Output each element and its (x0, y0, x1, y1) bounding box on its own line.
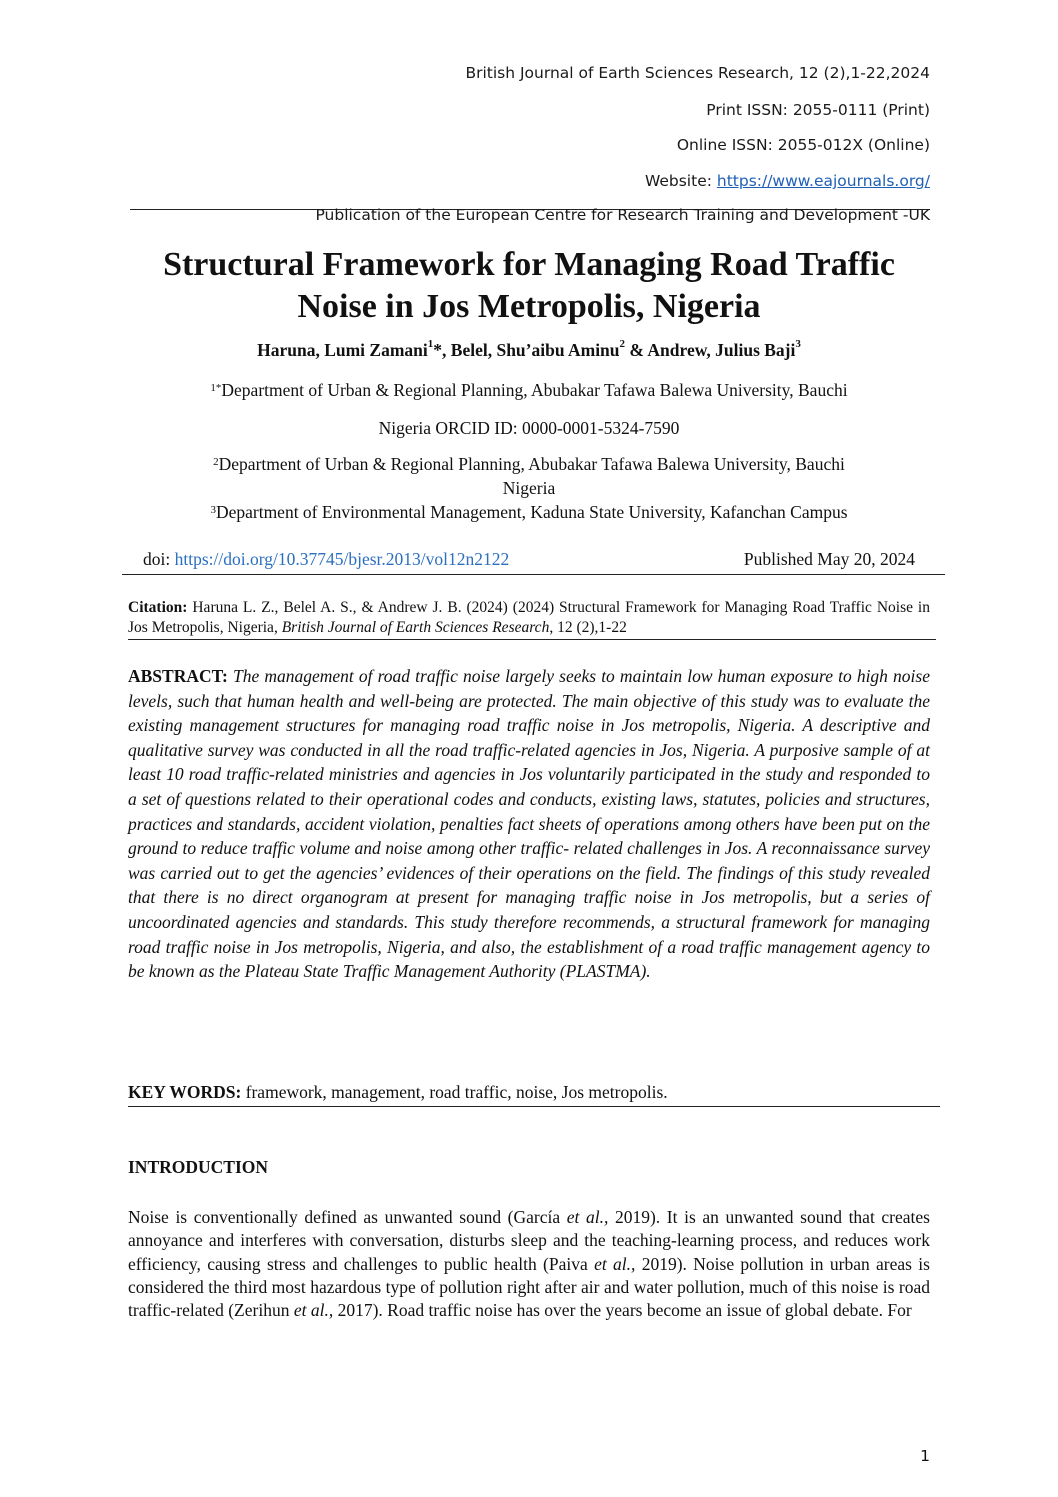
doi-divider (122, 574, 945, 575)
abstract (128, 664, 930, 984)
citation-divider (128, 639, 936, 640)
citation-text: Haruna L. Z., Belel A. S., & Andrew J. B. (2024) (2024) Structural Framework for Managing Road Traffic Noise in Jos Metropolis, Nigeria, (128, 599, 930, 636)
citation-end: , 12 (2),1-22 (549, 619, 627, 636)
doi-label: doi: (143, 549, 175, 569)
intro-etal-3: et al., (293, 1300, 334, 1321)
intro-etal-2: et al., (594, 1253, 636, 1274)
author-1: Haruna, Lumi Zamani (257, 340, 428, 360)
keywords-text: framework, management, road traffic, noise, Jos metropolis. (241, 1082, 668, 1102)
website-link[interactable]: https://www.eajournals.org/ (716, 172, 930, 190)
website-line (645, 172, 930, 190)
aff-2-text: Department of Urban & Regional Planning, Abubakar Tafawa Balewa University, Bauchi (218, 454, 845, 474)
affiliation-1 (100, 378, 958, 402)
doi-link[interactable]: https://doi.org/10.37745/bjesr.2013/vol12n2122 (174, 549, 510, 569)
keywords (128, 1082, 930, 1103)
affiliation-1-cont: Nigeria ORCID ID: 0000-0001-5324-7590 (378, 418, 680, 438)
intro-text-2: 2019). It is an unwanted sound that creates annoyance and interferes with conversation, disturbs sleep and the teaching-learning process, and reduces work efficiency, causing stress and challenges to public health (Paiva (128, 1207, 930, 1274)
author-2-sup: 2 (619, 338, 626, 350)
introduction-heading: INTRODUCTION (128, 1157, 269, 1177)
affiliation-3 (100, 500, 958, 524)
aff-2-sup: 2 (213, 456, 219, 468)
affiliation-2 (100, 452, 958, 476)
published-date: Published May 20, 2024 (743, 549, 915, 569)
aff-1-text: Department of Urban & Regional Planning, Abubakar Tafawa Balewa University, Bauchi (221, 380, 848, 400)
intro-text-3: 2019). Noise pollution in urban areas is considered the third most hazardous type of pollution right after air and water pollution, much of this noise is road traffic-related (Zerihun (128, 1253, 930, 1321)
title-line-1: Structural Framework for Managing Road Traffic (163, 246, 895, 283)
citation-journal: British Journal of Earth Sciences Research (281, 619, 550, 636)
intro-text-4: 2017). Road traffic noise has over the years become an issue of global debate. For (333, 1300, 912, 1321)
aff-3-text: Department of Environmental Management, Kaduna State University, Kafanchan Campus (215, 502, 848, 522)
aff-1-sup: 1* (210, 382, 222, 394)
intro-text-1: Noise is conventionally defined as unwanted sound (García (128, 1207, 567, 1227)
paper-title (100, 244, 958, 328)
citation-label: Citation: (128, 599, 188, 616)
authors (100, 340, 958, 361)
title-line-2: Noise in Jos Metropolis, Nigeria (297, 288, 761, 325)
keywords-label: KEY WORDS: (128, 1082, 242, 1102)
introduction-paragraph (128, 1206, 930, 1322)
publisher-line: Publication of the European Centre for Research Training and Development -UK (315, 206, 930, 224)
print-issn: Print ISSN: 2055-0111 (Print) (706, 101, 930, 119)
citation (128, 598, 930, 638)
journal-citation-header: British Journal of Earth Sciences Research, 12 (2),1-22,2024 (465, 64, 930, 82)
author-1-sup: 1 (427, 338, 434, 350)
online-issn: Online ISSN: 2055-012X (Online) (676, 136, 930, 154)
website-label: Website: (644, 172, 717, 190)
abstract-text: The management of road traffic noise largely seeks to maintain low human exposure to high noise levels, such that human health and well-being are protected. The main objective of this study was to evaluate the existing management structures for managing road traffic noise in Jos metropolis, Nigeria. A descriptive and qualitative survey was conducted in all the road traffic-related agencies in Jos, Nigeria. A purposive sample of at least 10 road traffic-related ministries and agencies in Jos voluntarily participated in the study and responded to a set of questions related to their operational codes and conducts, existing laws, statutes, policies and structures, practices and standards, accident violation, penalties fact sheets of operations among others have been put on the ground to reduce traffic volume and noise among other traffic- related challenges in Jos. A reconnaissance survey was carried out to get the agencies’ evidences of their operations on the field. The findings of this study revealed that there is no direct organogram at present for managing traffic noise in Jos metropolis, but a series of uncoordinated agencies and standards. This study therefore recommends, a structural framework for managing road traffic noise in Jos metropolis, Nigeria, and also, the establishment of a road traffic management agency to be known as the Plateau State Traffic Management Authority (PLASTMA). (128, 666, 930, 982)
page-number: 1 (920, 1447, 930, 1465)
doi-row (143, 549, 915, 570)
author-2: *, Belel, Shu’aibu Aminu (433, 340, 620, 360)
author-3-sup: 3 (795, 338, 801, 350)
keywords-divider (128, 1106, 940, 1107)
affiliation-2-cont: Nigeria (502, 478, 556, 498)
aff-3-sup: 3 (210, 504, 216, 516)
author-3: & Andrew, Julius Baji (625, 340, 796, 360)
intro-etal-1: et al., (566, 1207, 609, 1227)
abstract-label: ABSTRACT: (128, 666, 228, 686)
